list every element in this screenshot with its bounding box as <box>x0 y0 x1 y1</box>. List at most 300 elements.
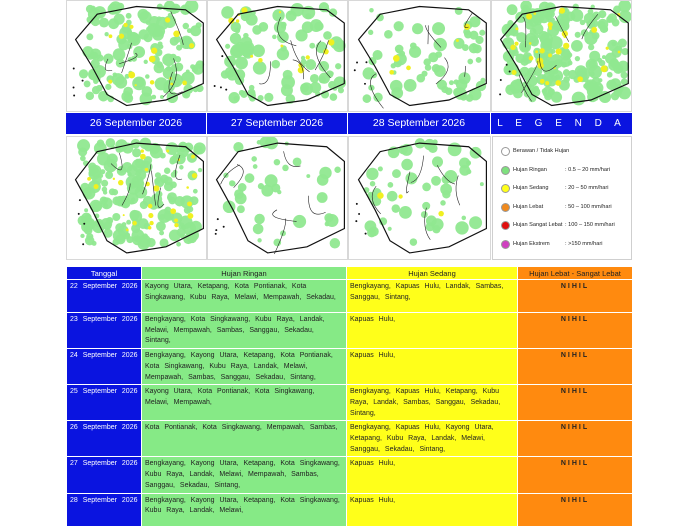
rain-cell <box>148 204 153 209</box>
rain-cell <box>601 65 608 72</box>
rain-cell <box>184 37 191 44</box>
rain-cell <box>273 239 281 247</box>
rain-cell <box>144 60 148 64</box>
rain-cell <box>272 35 277 40</box>
rain-cell <box>116 59 125 68</box>
island <box>79 199 81 201</box>
rain-map <box>349 1 490 111</box>
rain-cell <box>170 83 173 86</box>
rain-cell <box>280 45 283 48</box>
rain-cell <box>597 58 602 63</box>
rain-cell <box>305 13 311 19</box>
rain-cell <box>126 220 131 225</box>
rain-cell <box>563 76 570 83</box>
rain-cell <box>105 84 111 90</box>
rain-cell <box>257 238 261 242</box>
island <box>509 71 511 73</box>
rain-cell <box>549 27 552 30</box>
legend-panel <box>492 136 632 260</box>
rain-map <box>349 137 490 259</box>
rain-cell <box>507 4 518 15</box>
rain-cell <box>182 81 187 86</box>
rain-cell <box>562 31 568 37</box>
rain-cell <box>444 170 457 183</box>
legend-item-lebat: Hujan Lebat : 50 – 100 mm/hari <box>501 202 612 212</box>
rain-cell <box>86 92 94 100</box>
legend-item-ringan: Hujan Ringan : 0.5 – 20 mm/hari <box>501 165 610 175</box>
rain-cell <box>192 173 197 178</box>
rain-cell <box>394 21 404 31</box>
rain-cells <box>364 138 484 246</box>
rain-cell <box>237 205 245 213</box>
rain-cell <box>391 63 396 68</box>
rain-cell <box>180 195 193 208</box>
rain-cell <box>135 159 139 163</box>
island <box>217 218 219 220</box>
rain-cell <box>366 168 378 180</box>
rain-cell <box>445 88 452 95</box>
rain-cell <box>148 213 153 218</box>
rain-cell <box>533 12 536 15</box>
rain-cell <box>576 72 581 77</box>
table-row <box>67 313 633 349</box>
rain-cell <box>170 37 179 46</box>
rain-cell <box>253 61 267 75</box>
row-date: 24 September 2026 <box>67 349 142 385</box>
rain-cell <box>544 38 552 46</box>
rain-cell <box>618 51 621 54</box>
rain-cell <box>428 144 437 153</box>
rain-cell <box>80 155 86 161</box>
legend-item-sedang: Hujan Sedang : 20 – 50 mm/hari <box>501 183 609 193</box>
rain-cell <box>561 56 572 67</box>
rain-cell <box>510 45 516 51</box>
table-row <box>67 349 633 385</box>
rain-cell <box>193 189 198 194</box>
rain-cell <box>86 5 94 13</box>
row-date: 22 September 2026 <box>67 280 142 313</box>
island <box>73 95 75 97</box>
rain-cell <box>103 190 107 194</box>
rain-cell <box>86 33 93 40</box>
rain-cell <box>277 48 289 60</box>
island <box>356 203 358 205</box>
rain-cell <box>98 91 109 102</box>
rain-cell <box>363 94 372 103</box>
forecast-map-26 <box>66 136 207 260</box>
rain-cell <box>608 13 617 22</box>
rain-cell <box>606 47 609 50</box>
rain-cell <box>187 213 193 219</box>
rain-cell <box>84 80 91 87</box>
rain-cell <box>548 22 553 27</box>
rain-cell <box>412 23 423 34</box>
rain-cell <box>126 13 132 19</box>
rain-cells <box>79 1 204 105</box>
rain-cell <box>123 214 125 216</box>
rain-cell <box>398 194 402 198</box>
row-sedang: Kapuas Hulu, <box>347 457 518 493</box>
rain-cell <box>155 77 168 90</box>
rain-cell <box>551 49 556 54</box>
rain-cell <box>109 34 113 38</box>
rain-cell <box>128 72 135 79</box>
rain-cell <box>310 19 323 32</box>
rain-cell <box>225 44 230 49</box>
island <box>364 83 366 85</box>
rain-cell <box>561 48 570 57</box>
rain-cell <box>137 9 148 20</box>
rain-cell <box>166 142 179 155</box>
rain-cell <box>93 79 98 84</box>
forecast-map-28 <box>348 136 491 260</box>
island <box>354 69 356 71</box>
rain-cell <box>317 174 329 186</box>
rain-cell <box>164 207 171 214</box>
island <box>506 64 508 66</box>
rain-cell <box>104 159 118 173</box>
row-lebat: NIHIL <box>518 280 633 313</box>
rain-cell <box>157 16 162 21</box>
rain-cell <box>79 69 88 78</box>
rain-cell <box>288 11 292 15</box>
rain-cell <box>469 216 482 229</box>
rain-cell <box>121 91 132 102</box>
rain-cell <box>588 9 594 15</box>
rain-cell <box>455 7 463 15</box>
rain-cell <box>149 221 153 225</box>
rain-cell <box>404 79 417 92</box>
rain-cell <box>522 5 529 12</box>
rain-cell <box>566 12 576 22</box>
island <box>83 223 85 225</box>
island <box>78 213 80 215</box>
rain-cell <box>589 71 594 76</box>
rain-cell <box>591 27 597 33</box>
rain-cell <box>179 165 184 170</box>
rain-cell <box>326 214 339 227</box>
table-header-row <box>67 267 633 280</box>
rain-cell <box>160 174 169 183</box>
island <box>214 85 216 87</box>
rain-cell <box>174 218 178 222</box>
rain-map <box>208 1 347 111</box>
date-label-2: 27 September 2026 <box>207 113 348 134</box>
rain-cell <box>189 43 194 48</box>
rain-cell <box>258 58 263 63</box>
row-ringan: Bengkayang, Kota Singkawang, Kubu Raya, Landak, Melawi, Mempawah, Sambas, Sanggau, Sekadau, Sintang, <box>142 313 347 349</box>
rain-cell <box>249 85 255 91</box>
rain-cell <box>448 143 462 157</box>
rain-cell <box>160 153 166 159</box>
rain-cell <box>176 45 182 51</box>
rain-cell <box>132 176 144 188</box>
rain-cell <box>377 192 383 198</box>
rain-cell <box>540 79 545 84</box>
rain-cell <box>135 84 137 86</box>
island <box>82 243 84 245</box>
rain-cell <box>104 32 108 36</box>
rain-cell <box>323 49 329 55</box>
island <box>500 79 502 81</box>
rain-cell <box>472 43 476 47</box>
forecast-map-top-1 <box>66 0 207 112</box>
island <box>82 80 84 82</box>
rain-cell <box>330 93 338 101</box>
rain-cell <box>140 154 146 160</box>
rain-cell <box>401 159 413 171</box>
rain-cell <box>535 50 538 53</box>
rain-cell <box>186 186 189 189</box>
rain-cell <box>608 60 619 71</box>
rain-map <box>208 137 347 259</box>
rain-cell <box>387 191 398 202</box>
rain-cell <box>230 33 241 44</box>
rain-cell <box>89 165 98 174</box>
rain-cell <box>250 55 253 58</box>
island <box>225 89 227 91</box>
rain-cell <box>406 66 411 71</box>
rain-cell <box>230 45 243 58</box>
rain-cell <box>109 188 116 195</box>
rain-cell <box>506 85 512 91</box>
rain-cell <box>459 165 470 176</box>
table-row <box>67 280 633 313</box>
rain-cell <box>138 29 148 39</box>
rain-cell <box>151 194 162 205</box>
rain-cell <box>512 49 519 56</box>
island <box>356 62 358 64</box>
rain-cell <box>277 31 289 43</box>
rain-cell <box>370 71 377 78</box>
rain-cell <box>165 17 170 22</box>
forecast-map-27 <box>207 136 348 260</box>
rain-cell <box>87 177 91 181</box>
header-hujan-lebat: Hujan Lebat - Sangat Lebat <box>518 267 633 280</box>
row-ringan: Bengkayang, Kayong Utara, Ketapang, Kota Singkawang, Kubu Raya, Landak, Melawi, Mempawah, Sambas, Sanggau, Sekadau, Sintang, <box>142 457 347 493</box>
color-swatch <box>501 203 510 212</box>
rain-cell <box>187 201 192 206</box>
rain-cell <box>306 55 310 59</box>
rain-cell <box>112 213 120 221</box>
rain-cell <box>99 174 104 179</box>
forecast-map-top-2 <box>207 0 348 112</box>
rain-cell <box>164 1 175 12</box>
rain-cell <box>389 70 394 75</box>
row-ringan: Kota Pontianak, Kota Singkawang, Mempawah, Sambas, <box>142 421 347 457</box>
rain-cell <box>115 196 126 207</box>
rain-cell <box>253 164 258 169</box>
rain-cell <box>370 181 376 187</box>
rain-cell <box>81 221 93 233</box>
rain-cell <box>432 64 441 73</box>
rain-cell <box>145 74 150 79</box>
island <box>215 233 217 235</box>
rain-cell <box>170 181 177 188</box>
table-row <box>67 385 633 421</box>
rain-cell <box>154 63 165 74</box>
rain-cell <box>193 145 202 154</box>
row-lebat: NIHIL <box>518 313 633 349</box>
rain-cell <box>234 28 240 34</box>
island <box>223 226 225 228</box>
rain-cell <box>462 44 469 51</box>
rain-cells <box>502 1 631 105</box>
rain-cell <box>293 157 302 166</box>
rain-cell <box>572 92 586 106</box>
rain-cell <box>456 39 459 42</box>
rain-cell <box>245 173 255 183</box>
rain-cell <box>555 75 560 80</box>
rain-cell <box>301 56 305 60</box>
island <box>365 233 367 235</box>
rain-cell <box>611 41 616 46</box>
row-ringan: Kayong Utara, Ketapang, Kota Pontianak, Kota Singkawang, Kubu Raya, Melawi, Mempawah, Sekadau, <box>142 280 347 313</box>
rain-cell <box>440 200 446 206</box>
color-swatch <box>501 221 510 230</box>
rain-cell <box>265 174 278 187</box>
rain-cell <box>101 218 113 230</box>
rain-cell <box>584 79 597 92</box>
color-swatch <box>501 240 510 249</box>
rain-cell <box>399 206 412 219</box>
rain-cell <box>132 77 146 91</box>
rain-cell <box>272 9 284 21</box>
rain-cell <box>229 180 235 186</box>
rain-cell <box>184 207 191 214</box>
rain-cell <box>432 22 445 35</box>
table-row <box>67 457 633 493</box>
rain-cell <box>422 183 431 192</box>
rain-cell <box>198 168 202 172</box>
rain-cell <box>442 190 450 198</box>
rain-cells <box>363 7 487 103</box>
rain-cell <box>540 48 545 53</box>
row-lebat: NIHIL <box>518 421 633 457</box>
rain-cell <box>175 153 186 164</box>
rain-cell <box>174 223 178 227</box>
rain-cell <box>575 32 581 38</box>
rain-cell <box>309 43 315 49</box>
rain-cell <box>462 216 467 221</box>
rain-cell <box>113 72 118 77</box>
regency-border <box>273 210 297 222</box>
forecast-map-top-4 <box>491 0 632 112</box>
rain-cell <box>602 55 606 59</box>
rain-cell <box>544 93 552 101</box>
legend-title: L E G E N D A <box>491 113 632 134</box>
row-date: 23 September 2026 <box>67 313 142 349</box>
rain-cell <box>328 39 334 45</box>
rain-cells <box>221 2 346 104</box>
rain-cell <box>159 230 164 235</box>
legend-item-berawan: Berawan / Tidak Hujan <box>501 146 565 156</box>
rain-cell <box>621 48 628 55</box>
rain-cell <box>334 167 340 173</box>
rain-cell <box>617 61 629 73</box>
rain-cell <box>365 220 377 232</box>
rain-cell <box>118 39 129 50</box>
row-ringan: Bengkayang, Kayong Utara, Ketapang, Kota Singkawang, Kubu Raya, Landak, Melawi, <box>142 493 347 526</box>
rain-cell <box>335 63 341 69</box>
rain-cell <box>511 29 518 36</box>
rain-cell <box>392 169 401 178</box>
row-date: 26 September 2026 <box>67 421 142 457</box>
row-sedang: Bengkayang, Kapuas Hulu, Kayong Utara, Ketapang, Kubu Raya, Landak, Melawi, Sanggau, Sekadau, Sintang, <box>347 421 518 457</box>
rain-cell <box>108 80 112 84</box>
rain-cell <box>392 204 400 212</box>
rain-cell <box>235 57 248 70</box>
island <box>220 86 222 88</box>
rain-cell <box>183 23 189 29</box>
rain-cell <box>529 42 532 45</box>
rain-cell <box>190 25 201 36</box>
forecast-map-top-3 <box>348 0 491 112</box>
rain-cell <box>105 171 113 179</box>
rain-cell <box>147 23 159 35</box>
rain-cell <box>101 180 108 187</box>
rain-cell <box>621 72 628 79</box>
rain-cell <box>306 174 310 178</box>
rain-cell <box>103 203 108 208</box>
rain-cell <box>167 195 172 200</box>
rain-cell <box>156 221 166 231</box>
rain-cell <box>317 192 328 203</box>
rain-cell <box>171 64 179 72</box>
rain-cell <box>434 38 447 51</box>
row-ringan: Kayong Utara, Kota Pontianak, Kota Singkawang, Melawi, Mempawah, <box>142 385 347 421</box>
rain-cell <box>92 86 100 94</box>
rain-cell <box>480 182 484 186</box>
rain-cell <box>515 27 518 30</box>
rain-cell <box>259 22 269 32</box>
rain-cell <box>84 208 88 212</box>
rain-cells <box>223 137 341 248</box>
rain-cell <box>246 14 258 26</box>
rain-cell <box>410 42 417 49</box>
rain-cell <box>141 161 148 168</box>
island <box>221 55 223 57</box>
table-row <box>67 421 633 457</box>
rain-cell <box>103 53 113 63</box>
rain-cell <box>155 172 161 178</box>
rain-cell <box>369 8 374 13</box>
rain-cell <box>281 75 295 89</box>
rain-cell <box>388 182 394 188</box>
rain-cell <box>588 44 594 50</box>
rain-cell <box>475 36 483 44</box>
row-ringan: Bengkayang, Kayong Utara, Ketapang, Kota Pontianak, Kota Singkawang, Kubu Raya, Landak, Melawi, Mempawah, Sambas, Sanggau, Sekadau, Sintang, <box>142 349 347 385</box>
date-label-3: 28 September 2026 <box>348 113 491 134</box>
rain-cell <box>149 56 156 63</box>
island <box>73 67 75 69</box>
rain-cell <box>396 49 400 53</box>
rain-cell <box>438 211 444 217</box>
rain-cell <box>384 30 393 39</box>
rain-cell <box>176 242 181 247</box>
rain-cell <box>78 147 87 156</box>
rain-cell <box>82 46 93 57</box>
legend-item-sangat-lebat: Hujan Sangat Lebat : 100 – 150 mm/hari <box>501 220 615 230</box>
rain-cell <box>399 51 405 57</box>
rain-cell <box>170 208 176 214</box>
rain-cell <box>421 71 427 77</box>
rain-cell <box>431 176 441 186</box>
rain-cell <box>556 49 562 55</box>
rain-cell <box>137 169 141 173</box>
rain-map <box>67 1 206 111</box>
rain-cell <box>368 30 373 35</box>
